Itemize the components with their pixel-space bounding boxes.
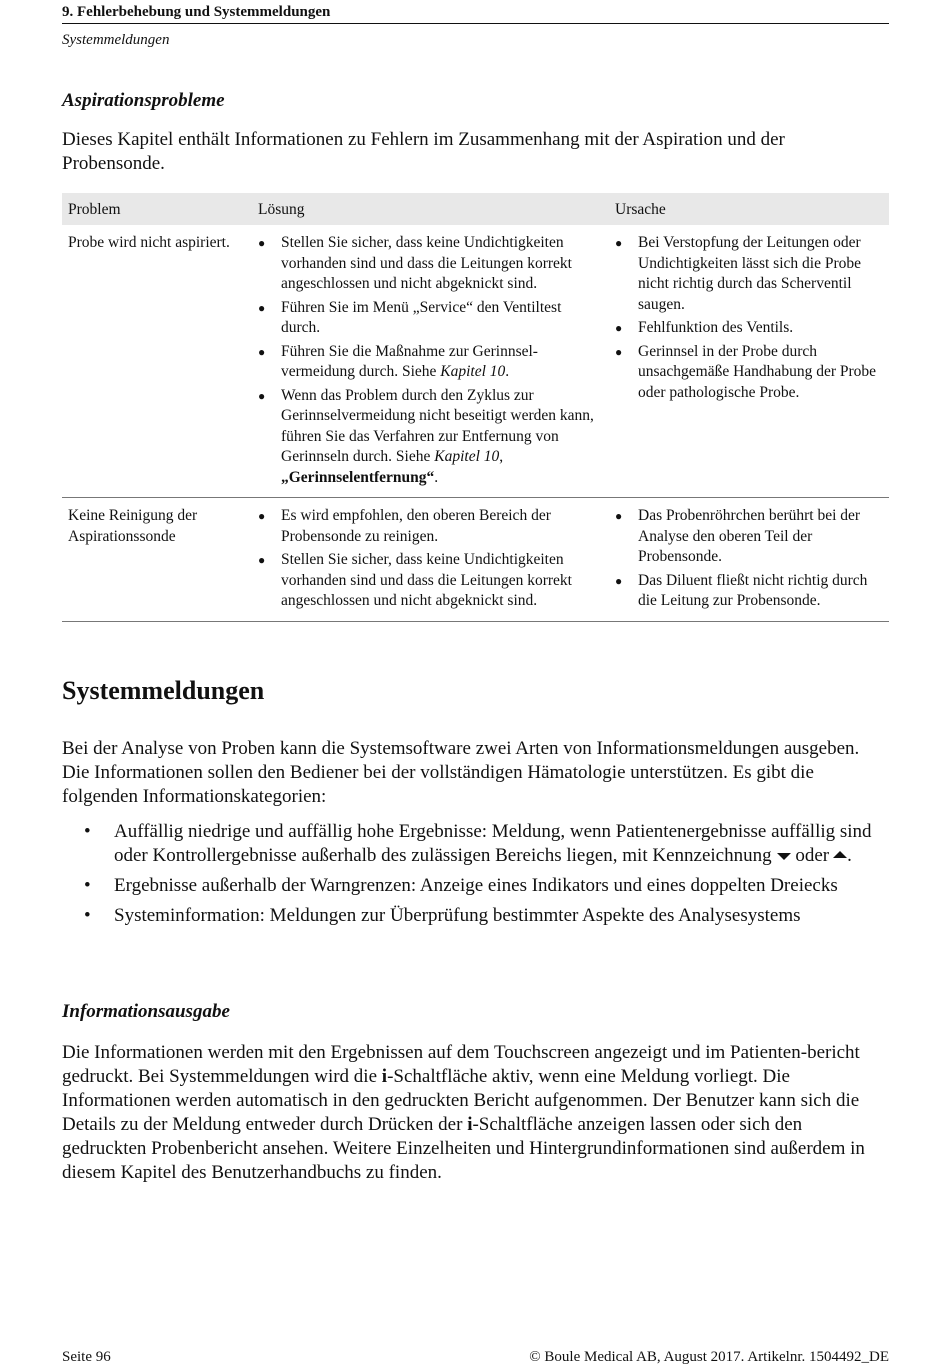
list-item: ● Das Probenröhrchen berührt bei der Analyse den oberen Teil der Probensonde. bbox=[615, 506, 883, 568]
text-run: oder bbox=[795, 845, 830, 866]
text-run: . bbox=[434, 468, 439, 486]
text-run: . bbox=[847, 845, 852, 866]
list-item: ● Gerinnsel in der Probe durch unsachgemäße Handhabung der Probe oder pathologische Probe. bbox=[615, 342, 883, 404]
text-run: -Schaltfläche aktiv, wenn eine Meldung vorliegt. Die Informationen werden automatisch in den gedruckten Bericht aufgenommen. Der Benutzer kann sich die Details zu der Meldung entweder durch Drücken der bbox=[62, 1066, 860, 1135]
list-item: ● Bei Verstopfung der Leitungen oder Undichtigkeiten lässt sich die Probe nicht richtig durch das Scherventil saugen. bbox=[615, 233, 883, 315]
table-header-row bbox=[62, 193, 889, 225]
header-problem: Problem bbox=[62, 193, 252, 225]
list-item: • Systeminformation: Meldungen zur Überprüfung bestimmter Aspekte des Analysesystems bbox=[62, 904, 889, 928]
info-output-heading: Informationsausgabe bbox=[62, 1001, 230, 1022]
text-run: . bbox=[505, 363, 510, 380]
system-messages-heading: Systemmeldungen bbox=[62, 676, 265, 705]
text-run: Die Informationen werden mit den Ergebnissen auf dem Touchscreen angezeigt und im Patienten-bericht gedruckt. Bei Systemmeldungen wird die bbox=[62, 1042, 860, 1087]
list-item bbox=[258, 342, 603, 383]
category-list bbox=[62, 820, 889, 934]
list-item: ● Das Diluent fließt nicht richtig durch die Leitung zur Probensonde. bbox=[615, 571, 883, 612]
solution-cell bbox=[252, 225, 609, 498]
running-subheader: Systemmeldungen bbox=[62, 32, 170, 48]
list-item: ● Es wird empfohlen, den oberen Bereich der Probensonde zu reinigen. bbox=[258, 506, 603, 547]
chapter-reference: Kapitel 10 bbox=[434, 448, 500, 465]
list-item: ● Fehlfunktion des Ventils. bbox=[615, 318, 883, 339]
running-header: 9. Fehlerbehebung und Systemmeldungen bbox=[62, 3, 889, 24]
text-run: , bbox=[499, 448, 504, 465]
copyright-footer: © Boule Medical AB, August 2017. Artikelnr. 1504492_DE bbox=[529, 1349, 889, 1365]
triangle-down-icon bbox=[777, 853, 791, 860]
aspiration-heading: Aspirationsprobleme bbox=[62, 90, 225, 111]
text-run: Führen Sie die Maßnahme zur Gerinnsel-vermeidung durch. Siehe bbox=[281, 342, 538, 380]
i-button-ref: i bbox=[467, 1114, 473, 1135]
i-button-ref: i bbox=[381, 1066, 388, 1087]
list-item: ● Stellen Sie sicher, dass keine Undichtigkeiten vorhanden sind und dass die Leitungen korrekt angeschlossen und nicht abgeknickt sind. bbox=[258, 233, 603, 295]
list-item: ● Stellen Sie sicher, dass keine Undichtigkeiten vorhanden sind und dass die Leitungen korrekt angeschlossen und nicht abgeknickt sind. bbox=[258, 550, 603, 612]
text-run: -Schaltfläche anzeigen lassen oder sich den gedruckten Probenbericht ansehen. Weitere Einzelheiten und Hintergrundinformationen sind außerdem in diesem Kapitel des Benutzerhandbuchs zu finden. bbox=[62, 1114, 865, 1183]
list-item bbox=[258, 386, 603, 489]
chapter-reference: Kapitel 10 bbox=[440, 363, 506, 380]
cause-cell bbox=[609, 498, 889, 622]
list-item: • Ergebnisse außerhalb der Warngrenzen: Anzeige eines Indikators und eines doppelten Dreiecks bbox=[62, 874, 889, 898]
solution-cell bbox=[252, 498, 609, 622]
table-row bbox=[62, 498, 889, 622]
list-item bbox=[62, 820, 889, 868]
cause-cell bbox=[609, 225, 889, 498]
text-run: Auffällig niedrige und auffällig hohe Ergebnisse: Meldung, wenn Patientenergebnisse auffällig sind oder Kontrollergebnisse außerhalb des zulässigen Bereichs liegen, mit Kennzeichnung bbox=[114, 821, 872, 866]
table-row bbox=[62, 225, 889, 498]
problem-cell: Keine Reinigung der Aspirationssonde bbox=[62, 498, 252, 622]
page-number: Seite 96 bbox=[62, 1349, 111, 1365]
problem-cell: Probe wird nicht aspiriert. bbox=[62, 225, 252, 498]
text-run: Wenn das Problem durch den Zyklus zur Gerinnselvermeidung nicht beseitigt werden kann, führen Sie das Verfahren zur Entfernung von Gerinnseln durch. Siehe bbox=[281, 386, 594, 465]
info-output-paragraph bbox=[62, 1041, 889, 1185]
section-reference: „Gerinnselentfernung“ bbox=[281, 468, 435, 486]
aspiration-intro: Dieses Kapitel enthält Informationen zu Fehlern im Zusammenhang mit der Aspiration und der Probensonde. bbox=[62, 129, 785, 174]
system-intro: Bei der Analyse von Proben kann die Systemsoftware zwei Arten von Informationsmeldungen ausgeben. Die Informationen sollen den Bediener bei der vollständigen Hämatologie unterstützen. Es gibt die folgenden Informationskategorien: bbox=[62, 738, 860, 807]
header-cause: Ursache bbox=[609, 193, 889, 225]
triangle-up-icon bbox=[833, 851, 847, 858]
issues-table bbox=[62, 193, 889, 622]
list-item: ● Führen Sie im Menü „Service“ den Ventiltest durch. bbox=[258, 298, 603, 339]
header-solution: Lösung bbox=[252, 193, 609, 225]
